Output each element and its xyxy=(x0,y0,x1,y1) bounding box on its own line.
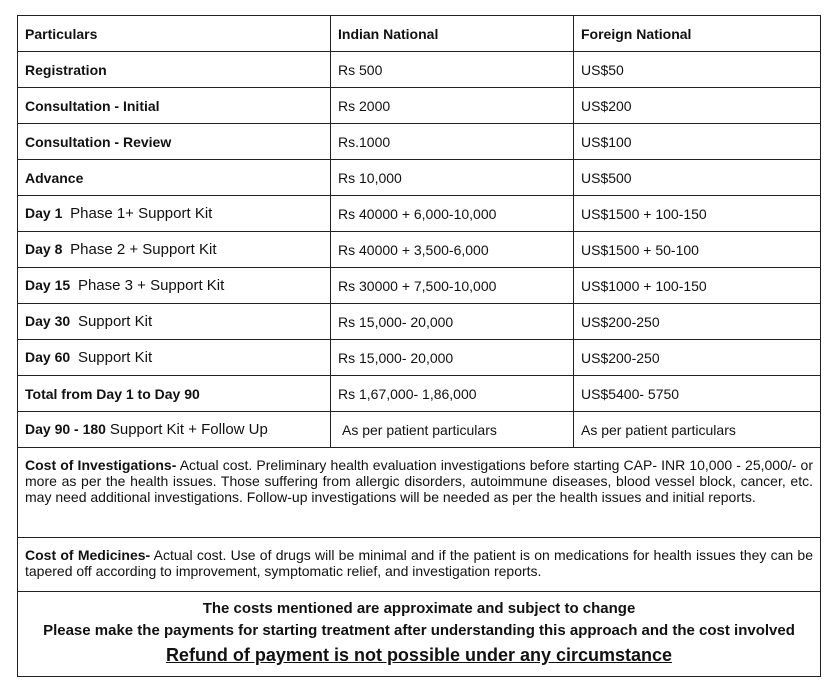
row-label xyxy=(18,196,331,232)
phase-label: Phase 1+ Support Kit xyxy=(70,205,213,222)
medicines-text: Actual cost. Use of drugs will be minimal and if the patient is on medications for health issues they can be tapered off according to improvement, symptomatic relief, and investigation reports. xyxy=(25,547,813,579)
indian-cost: Rs 40000 + 3,500-6,000 xyxy=(331,232,574,268)
foreign-cost: US$100 xyxy=(574,124,821,160)
foreign-cost: US$1500 + 100-150 xyxy=(574,196,821,232)
row-label xyxy=(18,340,331,376)
table-row xyxy=(18,52,821,88)
indian-cost: Rs 1,67,000- 1,86,000 xyxy=(331,376,574,412)
indian-cost: Rs 15,000- 20,000 xyxy=(331,304,574,340)
row-label xyxy=(18,412,331,448)
day-label: Day 15 xyxy=(25,277,71,293)
table-row xyxy=(18,124,821,160)
day-label: Day 90 - 180 xyxy=(25,421,106,437)
foreign-cost: US$200-250 xyxy=(574,304,821,340)
investigations-note xyxy=(18,448,821,538)
indian-cost: Rs 40000 + 6,000-10,000 xyxy=(331,196,574,232)
indian-cost: Rs 2000 xyxy=(331,88,574,124)
day-label: Day 30 xyxy=(25,313,71,329)
table-row-total xyxy=(18,376,821,412)
footer-notice xyxy=(18,592,821,677)
header-particulars: Particulars xyxy=(18,16,331,52)
foreign-cost: US$5400- 5750 xyxy=(574,376,821,412)
investigations-title: Cost of Investigations- xyxy=(25,457,177,473)
indian-cost: As per patient particulars xyxy=(331,412,574,448)
day-label: Day 8 xyxy=(25,241,63,257)
cost-table xyxy=(17,15,821,677)
indian-cost: Rs 30000 + 7,500-10,000 xyxy=(331,268,574,304)
indian-cost: Rs 500 xyxy=(331,52,574,88)
phase-label: Phase 3 + Support Kit xyxy=(77,277,225,294)
phase-label: Phase 2 + Support Kit xyxy=(70,241,217,258)
footer-row xyxy=(18,592,821,677)
foreign-cost: US$200-250 xyxy=(574,340,821,376)
day-label: Day 1 xyxy=(25,205,63,221)
row-label xyxy=(18,268,331,304)
row-label: Registration xyxy=(18,52,331,88)
table-row xyxy=(18,340,821,376)
row-label xyxy=(18,232,331,268)
table-row xyxy=(18,232,821,268)
header-indian-national: Indian National xyxy=(331,16,574,52)
table-row xyxy=(18,196,821,232)
cost-table-container xyxy=(17,15,820,677)
foreign-cost: US$500 xyxy=(574,160,821,196)
phase-label: Support Kit xyxy=(77,349,153,366)
foreign-cost: As per patient particulars xyxy=(574,412,821,448)
table-row xyxy=(18,268,821,304)
medicines-title: Cost of Medicines- xyxy=(25,547,151,563)
header-foreign-national: Foreign National xyxy=(574,16,821,52)
foreign-cost: US$50 xyxy=(574,52,821,88)
disclaimer-line: The costs mentioned are approximate and subject to change xyxy=(202,600,636,617)
table-row xyxy=(18,412,821,448)
investigations-row xyxy=(18,448,821,538)
table-row xyxy=(18,160,821,196)
phase-label: Support Kit xyxy=(77,313,153,330)
indian-cost: Rs.1000 xyxy=(331,124,574,160)
row-label: Total from Day 1 to Day 90 xyxy=(18,376,331,412)
foreign-cost: US$200 xyxy=(574,88,821,124)
day-label: Day 60 xyxy=(25,349,71,365)
indian-cost: Rs 15,000- 20,000 xyxy=(331,340,574,376)
row-label: Consultation - Review xyxy=(18,124,331,160)
row-label: Advance xyxy=(18,160,331,196)
table-row xyxy=(18,88,821,124)
row-label: Consultation - Initial xyxy=(18,88,331,124)
medicines-row xyxy=(18,538,821,592)
refund-policy: Refund of payment is not possible under any circumstance xyxy=(165,645,673,665)
medicines-note xyxy=(18,538,821,592)
foreign-cost: US$1500 + 50-100 xyxy=(574,232,821,268)
payment-instruction: Please make the payments for starting treatment after understanding this approach and the cost involved xyxy=(43,622,795,639)
indian-cost: Rs 10,000 xyxy=(331,160,574,196)
phase-label: Support Kit + Follow Up xyxy=(109,421,268,438)
table-row xyxy=(18,304,821,340)
foreign-cost: US$1000 + 100-150 xyxy=(574,268,821,304)
investigations-text: Actual cost. Preliminary health evaluation investigations before starting CAP- INR 10,000 - 25,000/- or more as per the health issues. Those suffering from allergic disorders, autoimmune diseases, blood vessel block, cancer, etc. may need additional investigations. Follow-up investigations will be needed as per the health issues and initial reports. xyxy=(25,457,813,505)
row-label xyxy=(18,304,331,340)
table-header-row xyxy=(18,16,821,52)
